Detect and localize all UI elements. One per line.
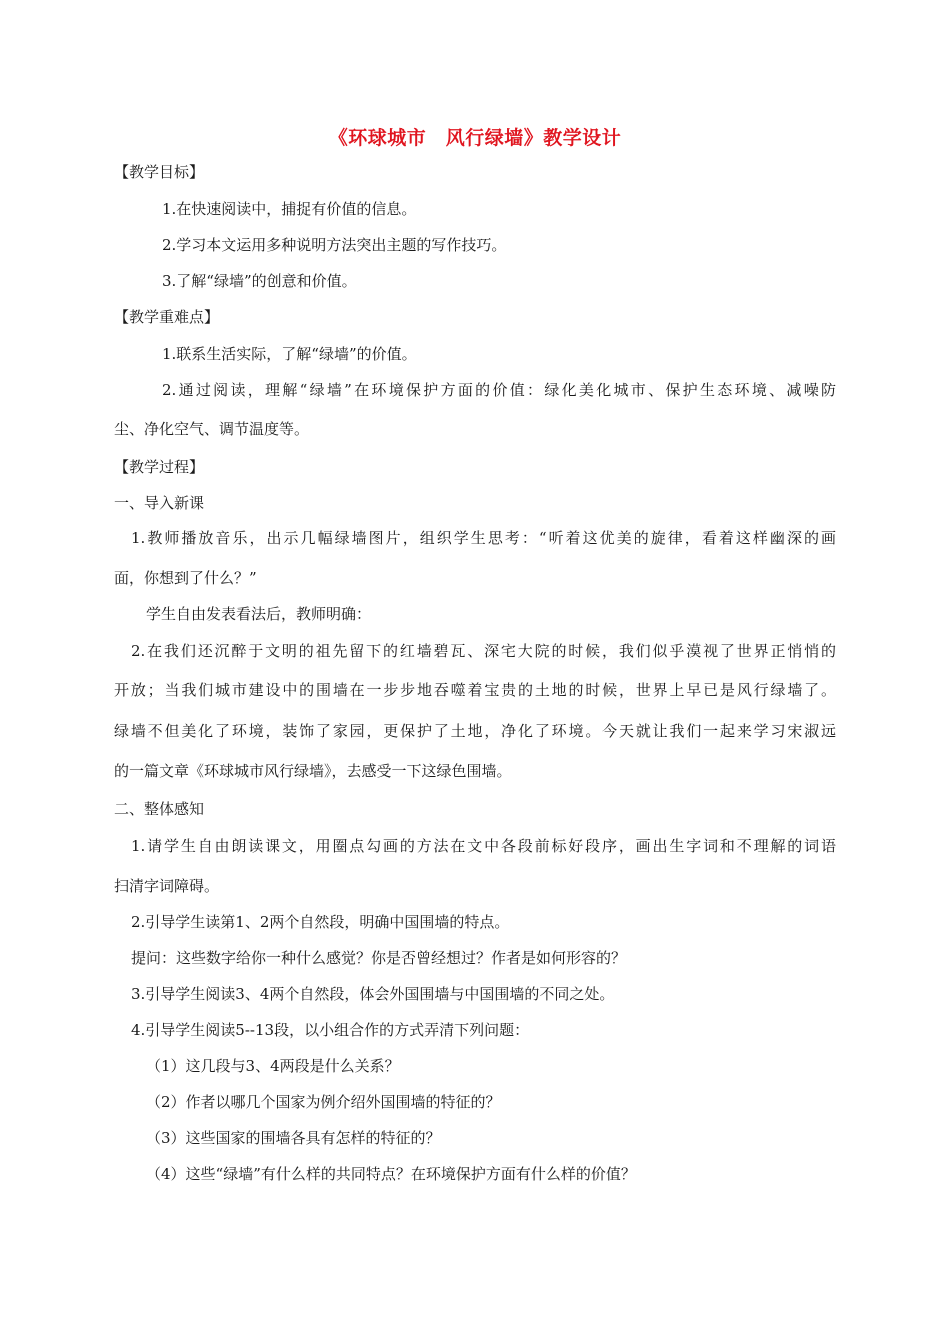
paragraph-line: 开放；当我们城市建设中的围墙在一步步地吞噬着宝贵的土地的时候，世界上早已是风行绿墙了。 — [114, 681, 836, 699]
paragraph-line: 面，你想到了什么？” — [114, 569, 257, 587]
paragraph-line: 1.教师播放音乐，出示几幅绿墙图片，组织学生思考：“听着这优美的旋律，看着这样幽深的画 — [131, 529, 836, 547]
section-heading-key-points: 【教学重难点】 — [114, 308, 220, 326]
paragraph-line: 3.引导学生阅读3、4两个自然段，体会外国围墙与中国围墙的不同之处。 — [131, 985, 615, 1003]
list-item: （2）作者以哪几个国家为例介绍外国围墙的特征的？ — [146, 1093, 501, 1111]
paragraph-line: 2.学习本文运用多种说明方法突出主题的写作技巧。 — [162, 236, 507, 254]
paragraph-line: 2.在我们还沉醉于文明的祖先留下的红墙碧瓦、深宅大院的时候，我们似乎漠视了世界正悄悄的 — [131, 642, 836, 660]
paragraph-line: 3.了解“绿墙”的创意和价值。 — [162, 272, 357, 290]
paragraph-line: 绿墙不但美化了环境，装饰了家园，更保护了土地，净化了环境。今天就让我们一起来学习宋淑远 — [114, 722, 836, 740]
list-item: （4）这些“绿墙”有什么样的共同特点？在环境保护方面有什么样的价值？ — [146, 1165, 636, 1183]
paragraph-line: 1.联系生活实际，了解“绿墙”的价值。 — [162, 345, 417, 363]
subsection-heading: 一、导入新课 — [114, 494, 205, 512]
list-item: （3）这些国家的围墙各具有怎样的特征的？ — [146, 1129, 441, 1147]
section-heading-process: 【教学过程】 — [114, 458, 205, 476]
paragraph-line: 4.引导学生阅读5--13段，以小组合作的方式弄清下列问题： — [131, 1021, 530, 1039]
section-heading-objectives: 【教学目标】 — [114, 163, 205, 181]
list-item: （1）这几段与3、4两段是什么关系？ — [146, 1057, 400, 1075]
paragraph-line: 学生自由发表看法后，教师明确： — [146, 605, 372, 623]
paragraph-line: 尘、净化空气、调节温度等。 — [114, 420, 310, 438]
paragraph-line: 提问：这些数字给你一种什么感觉？你是否曾经想过？作者是如何形容的？ — [131, 949, 627, 967]
page-title: 《环球城市 风行绿墙》教学设计 — [328, 127, 622, 149]
paragraph-line: 的一篇文章《环球城市风行绿墙》，去感受一下这绿色围墙。 — [114, 762, 512, 780]
paragraph-line: 2.通过阅读，理解“绿墙”在环境保护方面的价值：绿化美化城市、保护生态环境、减噪防 — [162, 381, 836, 399]
paragraph-line: 2.引导学生读第1、2两个自然段，明确中国围墙的特点。 — [131, 913, 510, 931]
paragraph-line: 1.请学生自由朗读课文，用圈点勾画的方法在文中各段前标好段序，画出生字词和不理解的词语 — [131, 837, 836, 855]
subsection-heading: 二、整体感知 — [114, 800, 205, 818]
paragraph-line: 扫清字词障碍。 — [114, 877, 220, 895]
paragraph-line: 1.在快速阅读中，捕捉有价值的信息。 — [162, 200, 417, 218]
